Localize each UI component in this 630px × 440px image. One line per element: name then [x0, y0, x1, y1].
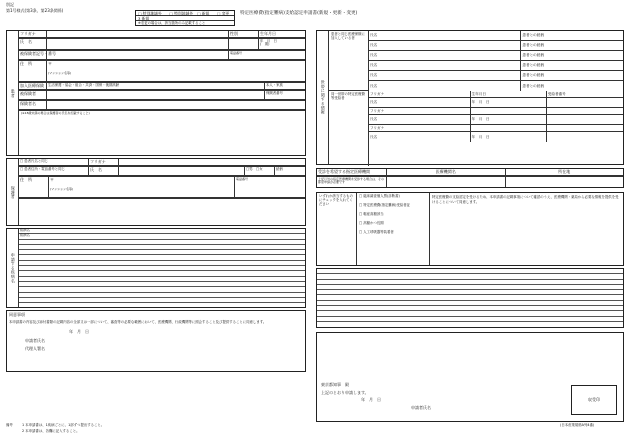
insured-person-label: 被保険者 [19, 91, 47, 100]
check-item-1[interactable]: □ 臨床調査個人票(診断書) [359, 194, 400, 198]
patient-furigana-field[interactable] [47, 31, 229, 38]
recip-furigana-3: フリガナ [369, 125, 471, 131]
insurance-type-label: 加入医療保険 [19, 83, 47, 90]
consent-rep: 代理人署名 [25, 346, 45, 352]
application-apply-text: 上記のとおり申請します。 [321, 389, 369, 395]
note-2: 2 本申請書は、各欄に記入すること。 [22, 429, 80, 433]
guardian-address-field[interactable] [49, 177, 235, 198]
recip-no-2[interactable] [547, 115, 623, 124]
checks-title: いずれか該当するものにチェックを入れてください [317, 193, 357, 265]
disease-section-label: 申請する疾病名 [7, 229, 19, 307]
recip-ymd-3[interactable]: 年 月 日 [471, 132, 547, 142]
paper-size-note: (日本産業規格A列4番) [560, 423, 595, 427]
hospital-heading: 受診を希望する指定医療機関 [317, 169, 387, 176]
receipt-stamp-box [571, 385, 617, 415]
recip-no-label: 受給者番号 [547, 91, 566, 96]
application-to [321, 383, 431, 410]
fam-row-2[interactable]: 氏名 [369, 41, 521, 50]
checks-list [357, 193, 427, 242]
check-item-5[interactable]: □ 人工呼吸器等装着者 [359, 230, 394, 234]
hospital-address-field[interactable] [506, 177, 624, 187]
fam-rel-6: 患者との続柄 [522, 83, 544, 88]
disease-block [6, 228, 306, 308]
consent-applicant: 申請者氏名 [25, 337, 45, 343]
check-item-3[interactable]: □ 軽症高額該当 [359, 212, 384, 216]
application-type-options[interactable]: □ 特別地域外 □ 特別地域外 □ 新規 □ 変更 [136, 11, 234, 16]
note-1: 1 本申請書は、1疾病ごとに、1部ずつ提出すること。 [22, 423, 105, 427]
guardian-relation-label: 続柄 [275, 167, 305, 176]
patient-address-field[interactable] [47, 61, 305, 82]
hospital-col-address: 所在地 [506, 169, 624, 176]
patient-block [6, 30, 306, 156]
family-sub2-label: 同一世帯の特定医療費等受給者 [329, 91, 369, 166]
patient-note-18: (※18歳未満の場合は保護者の氏名を記載すること) [21, 111, 90, 115]
guardian-sex[interactable]: □男 □女 [245, 167, 275, 176]
patient-name-field[interactable] [47, 39, 229, 50]
recip-furigana-2: フリガナ [369, 108, 471, 114]
recip-furigana-label: フリガナ [369, 91, 471, 97]
recip-name-3[interactable]: 氏名 [369, 132, 471, 142]
hospital-block [316, 168, 624, 188]
checks-text: 特定医療費の支給認定を受けるため、本申請書の記載事項について確認のうえ、医療機関・薬局から必要な情報を提供を受けることについて同意します。 [429, 193, 623, 265]
patient-birth-label: 生年月日 [259, 31, 305, 38]
patient-insurance-no-field[interactable] [47, 51, 229, 60]
insured-person-field[interactable] [47, 91, 265, 100]
page-label: 別記 [6, 2, 14, 7]
recip-blank-2 [471, 108, 547, 114]
insurer-field[interactable] [47, 101, 305, 110]
fam-rel-1: 患者との続柄 [522, 33, 544, 38]
family-section-label: 世帯に関する情報 [317, 31, 329, 164]
check-item-2[interactable]: □ 特定医療費(指定難病)受給者証 [359, 203, 411, 207]
application-type-box [135, 10, 235, 26]
recip-name-2[interactable]: 氏名 [369, 115, 471, 124]
fam-row-6[interactable]: 氏名 [369, 81, 521, 91]
application-block [316, 332, 624, 422]
patient-grid [19, 31, 305, 155]
insurance-relation[interactable]: 本人・家族 [265, 83, 305, 90]
disease-lines[interactable] [19, 229, 305, 303]
fam-row-5[interactable]: 氏名 [369, 71, 521, 80]
patient-name-label: 氏 名 [19, 39, 47, 50]
guardian-name-field[interactable] [119, 167, 245, 176]
consent-block [6, 310, 306, 372]
application-type-row2[interactable]: 3 新規 [136, 16, 234, 21]
receipt-stamp-label: 収受印 [588, 396, 600, 402]
consent-body: 本申請書の内容及び添付書類の記載内容の全部又は一部について、審査等の必要な範囲において、医療機関、行政機関等に照会すること及び提供することに同意します。 [9, 319, 267, 324]
change-note: ※変更の場合は、該当箇所のみ記載すること [138, 21, 206, 25]
guardian-address-label: 住 所 [19, 177, 49, 198]
form-title: 特定医療費(指定難病)支給認定申請書(新規・更新・変更) [240, 11, 358, 16]
guardian-postal-mark: 〒 [50, 176, 54, 182]
recip-blank-3 [471, 125, 547, 131]
disease-line-2[interactable]: 疾病名 [19, 234, 305, 239]
insurer-no-label: 保険者番号 [265, 91, 305, 100]
patient-birth-field[interactable]: 年 月 日 ( 歳) [259, 39, 305, 50]
guardian-furigana-field[interactable] [119, 159, 305, 166]
family-insurance-table [369, 31, 623, 91]
hospital-name-field[interactable] [387, 177, 506, 187]
family-sub1-label: 患者と同じ医療保険に加入している者 [329, 31, 369, 91]
disease-line-14[interactable] [19, 298, 305, 303]
guardian-check-name[interactable]: □ 患者氏名と同じ [19, 159, 89, 166]
detail-lines-block [316, 268, 624, 328]
family-recipients-table [369, 91, 623, 166]
patient-sex-label: 性別 [229, 31, 259, 38]
consent-title: 同意事項 [9, 312, 25, 317]
insurer-label: 保険者名 [19, 101, 47, 110]
recip-ymd-2[interactable]: 年 月 日 [471, 115, 547, 124]
application-to-text: 東京都知事 殿 [321, 382, 349, 387]
guardian-mansion-label: (マンション名等) [50, 186, 74, 191]
application-date[interactable]: 年 月 日 [361, 397, 381, 403]
fam-row-4[interactable]: 氏名 [369, 61, 521, 70]
patient-address-label: 住 所 [19, 61, 47, 82]
guardian-name-label: 氏 名 [89, 167, 119, 176]
recip-name-1[interactable]: 氏名 [369, 98, 471, 107]
detail-line-10[interactable] [317, 317, 623, 322]
guardian-section-label: 保護者 [7, 159, 19, 225]
fam-rel-2: 患者との続柄 [522, 43, 544, 48]
fam-row-3[interactable]: 氏名 [369, 51, 521, 60]
fam-rel-3: 患者との続柄 [522, 53, 544, 58]
notes-label: 備考 [6, 423, 13, 427]
checks-block [316, 192, 624, 266]
disease-line-1[interactable]: 疾病名 [19, 229, 305, 234]
patient-insurance-no-label: 被保険者記号・番号 [19, 51, 47, 60]
fam-rel-5: 患者との続柄 [522, 73, 544, 78]
guardian-check-address[interactable]: □ 患者住所・電話番号と同じ [19, 167, 89, 176]
fam-row-1[interactable]: 氏名 [369, 31, 521, 40]
recip-blank-2b [547, 108, 623, 114]
recip-birth-label: 生年月日 [471, 91, 547, 97]
insurance-kinds[interactable]: 生活保護・協会・組合・共済・国保・後期高齢 [47, 83, 265, 90]
hospital-note: 上記以外の指定医療機関を受診する場合は、その都度申請が必要です [317, 177, 387, 187]
patient-sex-field[interactable] [229, 39, 259, 50]
check-item-4[interactable]: □ 高額かつ長期 [359, 221, 384, 225]
recip-ymd-1[interactable]: 年 月 日 [471, 98, 547, 107]
guardian-furigana-label: フリガナ [89, 159, 119, 166]
recip-no-1[interactable] [547, 98, 623, 107]
application-name: 申請者氏名 [411, 404, 431, 410]
family-block [316, 30, 624, 165]
patient-section-label: 患者 [7, 31, 19, 155]
consent-date[interactable]: 年 月 日 [69, 329, 89, 335]
guardian-phone-label: 電話番号 [235, 177, 305, 198]
patient-mansion-label: (マンション名等) [48, 70, 72, 75]
recip-blank-3b [547, 125, 623, 131]
patient-postal-mark: 〒 [48, 60, 52, 66]
patient-furigana-label: フリガナ [19, 31, 47, 38]
hospital-col-name: 医療機関名 [387, 169, 506, 176]
fam-rel-4: 患者との続柄 [522, 63, 544, 68]
guardian-block [6, 158, 306, 226]
form-number: 第1号様式(第3条、第23条関係) [6, 8, 64, 13]
patient-phone-label: 電話番号 [229, 51, 305, 60]
recip-no-3[interactable] [547, 132, 623, 142]
